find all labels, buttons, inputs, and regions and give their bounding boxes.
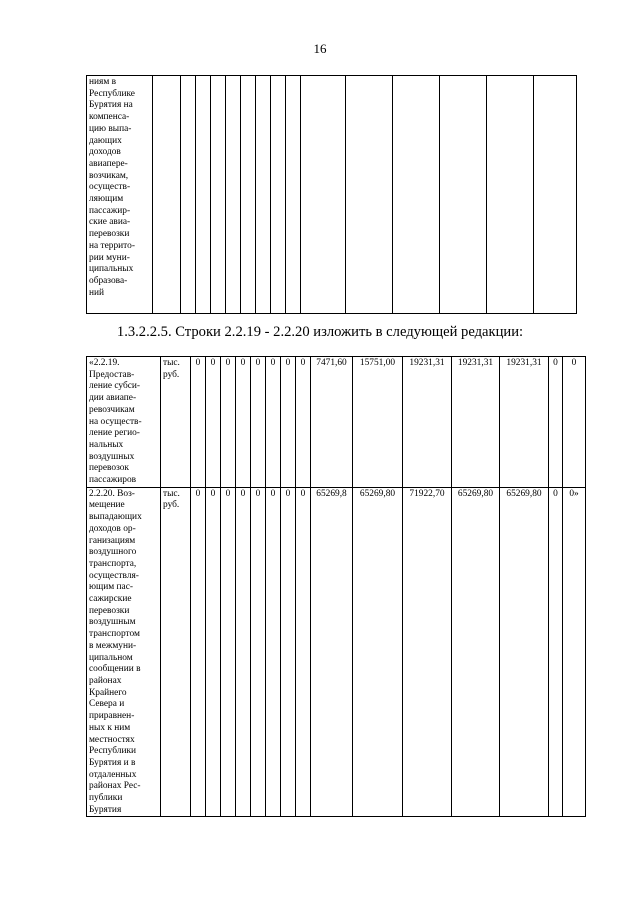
cell-text-line: Республики (89, 746, 137, 757)
value-cell: 0 (549, 357, 563, 488)
cell-text-line: приравнен- (89, 711, 135, 722)
value-cell: 71922,70 (403, 487, 452, 817)
cell-text-line: воздушного (89, 547, 137, 558)
cell-text-line: выпадающих (89, 512, 142, 523)
cell-text-line: перевозки (89, 229, 130, 240)
table-cell (440, 76, 487, 314)
cell-text-line: осуществля- (89, 570, 139, 581)
cell-text-line: нальных (89, 439, 124, 450)
cell-text-line: в межмуни- (89, 640, 137, 651)
cell-text-line: пассажир- (89, 205, 131, 216)
cell-text-line: районах Рес- (89, 781, 141, 792)
table-cell (256, 76, 271, 314)
value-cell: 0 (281, 487, 296, 817)
continued-table (86, 75, 577, 314)
amended-rows-table (86, 356, 586, 817)
cell-text-line: ниям в (89, 77, 117, 87)
table-cell (286, 76, 301, 314)
table-cell (153, 76, 181, 314)
value-cell: 0 (221, 357, 236, 488)
cell-text-line: Крайнего (89, 687, 127, 698)
cell-text-line: Бурятия на (89, 100, 133, 111)
value-cell: 0 (191, 487, 206, 817)
value-cell: 65269,80 (452, 487, 500, 817)
unit-cell (161, 487, 191, 817)
page-number: 16 (313, 41, 327, 56)
cell-text-line: ление регио- (89, 428, 140, 439)
cell-text-line: дающих (89, 135, 122, 146)
value-cell: 19231,31 (500, 357, 549, 488)
cell-text-line: транспортом (89, 629, 140, 640)
cell-text-line: осуществ- (89, 182, 131, 193)
cell-text-line: на осуществ- (89, 416, 142, 427)
value-cell: 0 (221, 487, 236, 817)
cell-text-line: ские авиа- (89, 217, 131, 228)
cell-text-line: на террито- (89, 240, 135, 251)
value-cell: 65269,80 (500, 487, 549, 817)
cell-text-line: 2.2.20. Воз- (89, 488, 135, 499)
cell-text-line: сажирские (89, 594, 132, 605)
value-cell: 0 (206, 487, 221, 817)
cell-text-line: ющим пас- (89, 582, 133, 593)
cell-text-line: доходов (89, 147, 121, 158)
cell-text-line: руб. (163, 369, 180, 380)
cell-text-line: воздушных (89, 451, 135, 462)
table-cell (271, 76, 286, 314)
cell-text-line: ляющим (89, 194, 124, 205)
value-cell: 0 (206, 357, 221, 488)
cell-text-line: дии авиапе- (89, 393, 137, 404)
value-cell: 15751,00 (353, 357, 403, 488)
table-cell (196, 76, 211, 314)
value-cell: 0 (281, 357, 296, 488)
value-cell: 0 (266, 487, 281, 817)
table-cell (301, 76, 346, 314)
cell-text-line: транспорта, (89, 558, 137, 569)
cell-text-line: ципальных (89, 264, 134, 275)
cell-text-line: ление субси- (89, 381, 141, 392)
value-cell: 0 (296, 487, 311, 817)
cell-text-line: образова- (89, 275, 128, 286)
cell-text-line: местностях (89, 734, 135, 745)
value-cell: 0 (296, 357, 311, 488)
table-cell (211, 76, 226, 314)
cell-text-line: перевозки (89, 605, 130, 616)
cell-text-line: ревозчикам (89, 404, 135, 415)
cell-text-line: Предостав- (89, 369, 135, 380)
cell-text-line: Севера и (89, 699, 125, 710)
value-cell: 0» (563, 487, 586, 817)
table-row (87, 357, 586, 488)
table-cell (241, 76, 256, 314)
cell-text-line: пассажиров (89, 475, 137, 486)
table-cell (226, 76, 241, 314)
table-cell (181, 76, 196, 314)
cell-text-line: Республике (89, 88, 135, 99)
value-cell: 0 (266, 357, 281, 488)
cell-text-line: воздушным (89, 617, 136, 628)
table-cell (487, 76, 534, 314)
table-cell (534, 76, 577, 314)
value-cell: 0 (549, 487, 563, 817)
row-name-cell (87, 487, 161, 817)
continued-row-name-cell (87, 76, 153, 314)
cell-text-line: мещение (89, 500, 125, 511)
cell-text-line: ганизациям (89, 535, 136, 546)
amendment-instruction: 1.3.2.2.5. Строки 2.2.19 - 2.2.20 изложить в следующей редакции: (116, 324, 524, 340)
cell-text-line: сообщении в (89, 664, 141, 675)
cell-text-line: ципальном (89, 652, 133, 663)
cell-text-line: ных к ним (89, 722, 131, 733)
value-cell: 7471,60 (311, 357, 353, 488)
cell-text-line: компенса- (89, 112, 130, 123)
table-cell (393, 76, 440, 314)
cell-text-line: возчикам, (89, 170, 129, 181)
cell-text-line: авиапере- (89, 158, 128, 169)
cell-text-line: публики (89, 793, 123, 804)
cell-text-line: «2.2.19. (89, 358, 120, 368)
table-row (87, 487, 586, 817)
value-cell: 0 (563, 357, 586, 488)
cell-text-line: перевозок (89, 463, 129, 474)
cell-text-line: тыс. (163, 488, 180, 499)
cell-text-line: цию выпа- (89, 123, 132, 134)
cell-text-line: руб. (163, 500, 180, 511)
value-cell: 0 (191, 357, 206, 488)
cell-text-line: ний (89, 287, 105, 298)
cell-text-line: районах (89, 675, 122, 686)
cell-text-line: Бурятия (89, 804, 122, 815)
continued-table-row (87, 76, 577, 314)
unit-cell (161, 357, 191, 488)
value-cell: 0 (236, 487, 251, 817)
value-cell: 65269,80 (353, 487, 403, 817)
value-cell: 0 (251, 487, 266, 817)
value-cell: 19231,31 (403, 357, 452, 488)
value-cell: 0 (236, 357, 251, 488)
cell-text-line: Бурятия и в (89, 757, 136, 768)
cell-text-line: отдаленных (89, 769, 137, 780)
value-cell: 0 (251, 357, 266, 488)
cell-text-line: тыс. (163, 358, 180, 368)
value-cell: 19231,31 (452, 357, 500, 488)
cell-text-line: рии муни- (89, 252, 130, 263)
value-cell: 65269,8 (311, 487, 353, 817)
row-name-cell (87, 357, 161, 488)
table-cell (346, 76, 393, 314)
cell-text-line: доходов ор- (89, 523, 136, 534)
